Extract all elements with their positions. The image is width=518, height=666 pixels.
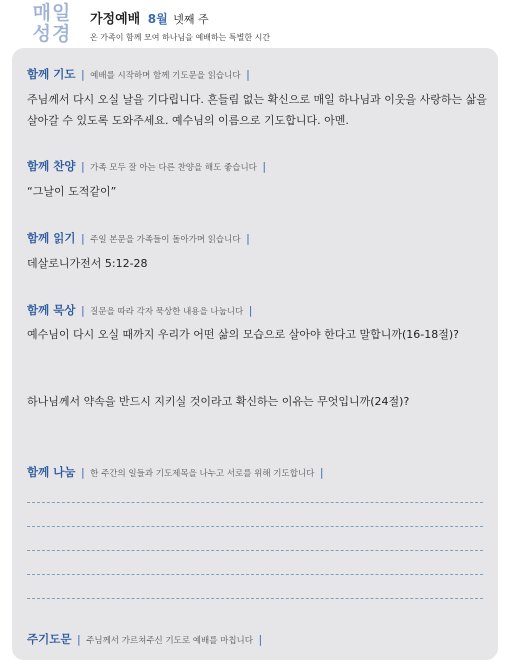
logo-bottom: 성경 <box>32 23 72 45</box>
section-sharing-header <box>27 464 326 480</box>
section-label: 주기도문 <box>27 632 72 646</box>
divider: | <box>262 160 267 173</box>
divider: | <box>246 68 250 81</box>
divider: | <box>246 232 250 245</box>
section-closing-header <box>27 631 264 647</box>
section-label: 함께 찬양 <box>27 159 76 173</box>
section-praise-header <box>27 158 268 174</box>
writing-line[interactable] <box>27 526 483 527</box>
divider: | <box>319 466 324 479</box>
reading-passage: 데살로니가전서 5:12-28 <box>27 257 148 270</box>
logo <box>27 3 77 45</box>
page-subtitle: 온 가족이 함께 모여 하나님을 예배하는 특별한 시간 <box>90 33 271 42</box>
section-desc: 질문을 따라 각자 묵상한 내용을 나눕니다 <box>90 307 244 317</box>
writing-line[interactable] <box>27 550 483 551</box>
section-label: 함께 읽기 <box>27 231 76 245</box>
section-desc: 한 주간의 일들과 기도제목을 나누고 서로를 위해 기도합니다 <box>90 469 315 479</box>
month-label: 8월 <box>147 12 168 26</box>
writing-line[interactable] <box>27 502 483 503</box>
writing-line[interactable] <box>27 598 483 599</box>
divider: | <box>248 304 253 317</box>
divider: | <box>76 633 81 646</box>
week-label: 넷째 주 <box>173 13 209 26</box>
section-desc: 가족 모두 잘 아는 다른 찬양을 해도 좋습니다 <box>90 163 257 173</box>
section-prayer-header <box>27 66 252 82</box>
section-label: 함께 묵상 <box>27 303 76 317</box>
section-label: 함께 기도 <box>27 67 76 81</box>
section-desc: 예배를 시작하며 함께 기도문을 읽습니다 <box>90 71 241 81</box>
section-desc: 주님께서 가르쳐주신 기도로 예배를 마칩니다 <box>86 636 253 646</box>
divider: | <box>80 466 85 479</box>
writing-line[interactable] <box>27 574 483 575</box>
divider: | <box>80 68 85 81</box>
praise-song: “그날이 도적같이” <box>27 185 117 198</box>
section-desc: 주일 본문을 가족들이 돌아가며 읽습니다 <box>90 235 241 245</box>
worship-card <box>12 48 498 660</box>
divider: | <box>80 160 85 173</box>
section-reading-header <box>27 230 252 246</box>
meditation-question-2: 하나님께서 약속을 반드시 지키실 것이라고 확신하는 이유는 무엇입니까(24절)? <box>27 395 410 408</box>
section-meditation-header <box>27 302 255 318</box>
prayer-text: 주님께서 다시 오실 날을 기다립니다. 흔들림 없는 확신으로 매일 하나님과 이웃을 사랑하는 삶을 살아갈 수 있도록 도와주세요. 예수님의 이름으로 기도합니다. 아멘. <box>27 93 487 127</box>
meditation-question-1: 예수님이 다시 오실 때까지 우리가 어떤 삶의 모습으로 살아야 한다고 말합니까(16-18절)? <box>27 328 460 341</box>
divider: | <box>80 232 85 245</box>
divider: | <box>80 304 85 317</box>
page-title <box>90 8 209 27</box>
section-label: 함께 나눔 <box>27 465 76 479</box>
title-text: 가정예배 <box>90 12 141 27</box>
divider: | <box>258 633 263 646</box>
logo-top: 매일 <box>32 2 72 24</box>
